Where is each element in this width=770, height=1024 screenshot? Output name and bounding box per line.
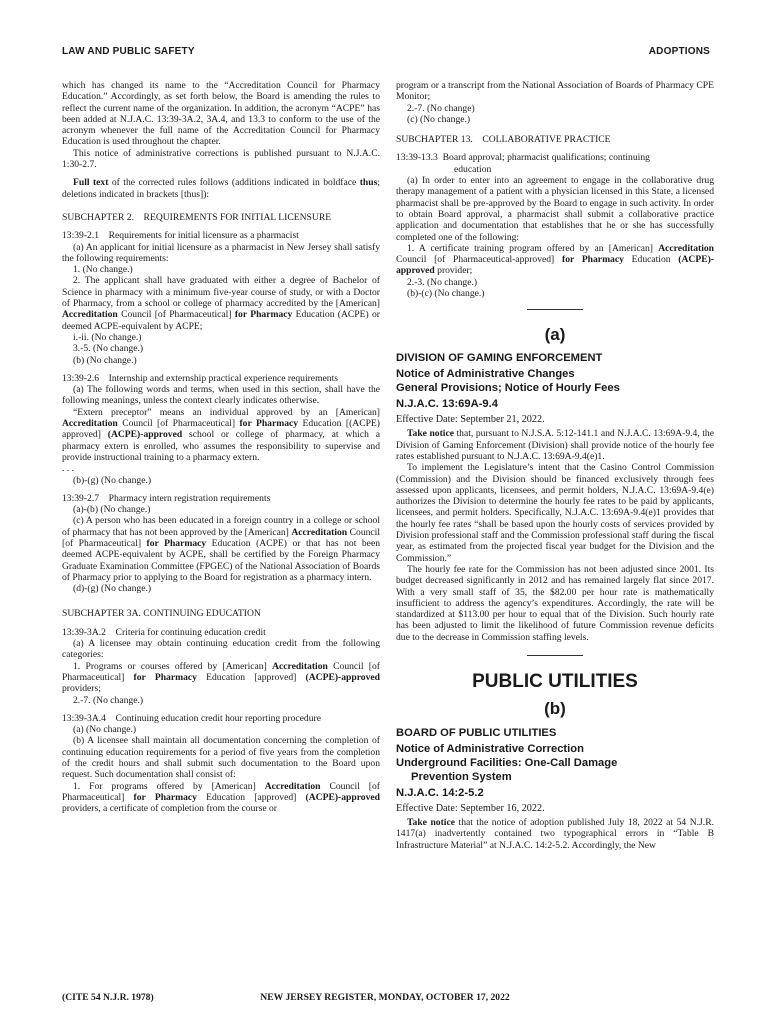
text: “Extern preceptor” means an individual approved by an [American]: [73, 406, 380, 418]
bold-text: (ACPE)-approved: [305, 671, 380, 683]
text: Council [of Pharmaceutical]: [62, 780, 380, 803]
text: provider;: [434, 265, 473, 277]
text: Education [approved]: [196, 791, 306, 803]
section-divider: [527, 655, 583, 656]
definition: [62, 407, 380, 463]
list-item: 1. (No change.): [73, 264, 133, 276]
notice-heading: General Provisions; Notice of Hourly Fees: [396, 382, 620, 395]
list-item: (a) (No change.): [73, 724, 137, 736]
list-item: i.-ii. (No change.): [73, 331, 142, 343]
paragraph: (a) An applicant for initial licensure as a pharmacist in New Jersey shall satisfy the following requirements:: [62, 241, 380, 264]
bold-text: Accreditation: [264, 780, 321, 792]
bold-text: Take notice: [407, 816, 455, 828]
subchapter-heading: SUBCHAPTER 3A. CONTINUING EDUCATION: [62, 608, 261, 620]
list-item: [62, 781, 380, 815]
text: Education (ACPE) or deemed ACPE-equivalent by ACPE;: [62, 309, 380, 332]
section-title: 13:39-3A.2 Criteria for continuing education credit: [62, 626, 266, 638]
bold-text: Accreditation: [62, 418, 118, 430]
text: Council [of Pharmaceutical-approved]: [396, 254, 562, 266]
text: ; deletions indicated in brackets [thus]):: [62, 177, 380, 200]
bold-text: Full text: [73, 177, 109, 189]
paragraph: [396, 428, 714, 462]
paragraph: [396, 817, 714, 851]
bold-text: for Pharmacy: [234, 309, 293, 321]
text: Education [approved]: [196, 671, 306, 683]
bold-text: for Pharmacy: [562, 254, 624, 266]
bold-text: Accreditation: [658, 242, 714, 254]
list-item: (b)-(c) (No change.): [407, 288, 485, 300]
agency-title: PUBLIC UTILITIES: [472, 670, 638, 692]
bold-text: Accreditation: [291, 526, 348, 538]
footer-register: NEW JERSEY REGISTER, MONDAY, OCTOBER 17, 2022: [260, 992, 510, 1003]
division-heading: DIVISION OF GAMING ENFORCEMENT: [396, 352, 603, 365]
text: Council [of Pharmaceutical]: [62, 660, 380, 683]
bold-text: for Pharmacy: [146, 537, 207, 549]
section-title-cont: education: [454, 163, 492, 175]
paragraph: which has changed its name to the “Accreditation Council for Pharmacy Education.” Accordingly, as set forth below, the Board is amending the rules to reflect the current name of the organization. In addition, the acronym “ACPE” has been added at N.J.A.C. 13:39-3A.2, 3A.4, and 13.3 to conform to the use of the acronym whenever the full name of the Accreditation Council for Pharmacy Education is used throughout the chapter.: [62, 80, 380, 148]
text: (c) A person who has been educated in a foreign country in a college or school of pharmacy that has not been approved by the [American]: [62, 515, 380, 538]
text: school or college of pharmacy, at which a pharmacy extern is enrolled, who assumes the responsibility to supervise and provide instructional training to a pharmacy extern.: [62, 429, 380, 463]
left-column: [62, 80, 380, 815]
bold-text: Accreditation: [272, 660, 328, 672]
text: Council [of Pharmaceutical]: [117, 309, 235, 321]
list-item: (c) (No change.): [407, 113, 471, 125]
text: providers;: [62, 683, 101, 695]
ellipsis: . . .: [62, 463, 74, 475]
text: Council [of Pharmaceutical]: [117, 418, 240, 430]
text: Education [(ACPE) approved]: [62, 418, 380, 441]
list-item: (a)-(b) (No change.): [73, 504, 151, 516]
notice-heading: Prevention System: [411, 770, 512, 783]
notice-heading: Underground Facilities: One-Call Damage: [396, 756, 618, 769]
bold-text: (ACPE)-approved: [107, 429, 183, 441]
list-item: (b) (No change.): [73, 354, 137, 366]
text: 2. The applicant shall have graduated with either a degree of Bachelor of Science in pharmacy with a minimum five-year course of study, or with a Doctor of Pharmacy, from a school or college of pharmacy accredited by the [American]: [62, 275, 380, 310]
paragraph: This notice of administrative corrections is published pursuant to N.J.A.C. 1:30-2.7.: [62, 147, 380, 171]
list-item: 3.-5. (No change.): [73, 343, 144, 355]
text: that the notice of adoption published July 18, 2022 at 54 N.J.R. 1417(a) inadvertently contained two typographical errors in “Table B Infrastructure Material” at N.J.A.C. 14:2-5.2. Accordingly, the New: [396, 816, 714, 851]
section-title: 13:39-2.7 Pharmacy intern registration requirements: [62, 492, 271, 504]
full-text-note: [62, 177, 380, 200]
footer-citation: (CITE 54 N.J.R. 1978): [62, 992, 154, 1003]
bold-text: Accreditation: [62, 309, 118, 321]
section-title: 13:39-2.1 Requirements for initial licensure as a pharmacist: [62, 230, 299, 242]
paragraph: (a) A licensee may obtain continuing education credit from the following categories:: [62, 638, 380, 661]
running-header-left: LAW AND PUBLIC SAFETY: [62, 46, 195, 57]
list-item: (d)-(g) (No change.): [73, 583, 152, 595]
paragraph: The hourly fee rate for the Commission has not been adjusted since 2001. Its budget decreased significantly in 2012 and has remained largely flat since 2017. With a very small staff of 35, the $82.00 per hour rate is mathematically insufficient to address the agency’s expenditures. Accordingly, the rate will be standardized at $113.00 per hour to equal that of the Division. Such hourly rate has been adjusted to limit the likelihood of future Commission revenue deficits due to the decrease in Commission staffing levels.: [396, 563, 714, 643]
bold-text: Take notice: [407, 428, 454, 440]
subchapter-heading: SUBCHAPTER 13. COLLABORATIVE PRACTICE: [396, 134, 611, 146]
section-title: 13:39-13.3 Board approval; pharmacist qualifications; continuing: [396, 152, 650, 164]
list-item: (b)-(g) (No change.): [73, 474, 152, 486]
text: of the corrected rules follows (additions indicated in boldface: [108, 177, 360, 189]
paragraph: To implement the Legislature’s intent that the Casino Control Commission (Commission) and the Division should be financed exclusively through fees assessed upon applicants, licensees, and permit holders, N.J.A.C. 13:69A-9.4(e) authorizes the Division to determine the hourly fee rates to be paid by applicants, licensees, and permit holders. Specifically, N.J.A.C. 13:69A-9.4(e)1 provides that the hourly fee rates “shall be based upon the hourly costs of services provided by Division professional staff and the Commission professional staff during the fiscal year, as estimated from the projected fiscal year budget for the Division and the Commission.”: [396, 462, 714, 564]
list-item: 2.-3. (No change.): [407, 276, 478, 288]
notice-heading: Notice of Administrative Correction: [396, 742, 584, 755]
bold-text: thus: [359, 177, 378, 189]
text: 1. Programs or courses offered by [American]: [73, 660, 273, 672]
list-item: [396, 243, 714, 277]
list-item: 2.-7. (No change): [407, 102, 475, 114]
subchapter-heading: SUBCHAPTER 2. REQUIREMENTS FOR INITIAL LICENSURE: [62, 211, 332, 223]
paragraph: (b) A licensee shall maintain all documentation concerning the completion of continuing education requirements for a period of five years from the completion of the credit hours and shall submit such documentation to the Board upon request. Such documentation shall consist of:: [62, 735, 380, 781]
running-header-right: ADOPTIONS: [648, 46, 710, 57]
section-divider: [527, 309, 583, 310]
list-item: [62, 661, 380, 695]
right-column: [396, 80, 714, 851]
citation-heading: N.J.A.C. 14:2-5.2: [396, 786, 484, 799]
text: Education: [623, 254, 679, 266]
text: Education (ACPE) or that has not been deemed ACPE-equivalent by ACPE, shall be certified by the Foreign Pharmacy Graduate Examination Committee (FPGEC) of the National Association of Boards of Pharmacy prior to applying to the Board for registration as a pharmacy intern.: [62, 537, 380, 583]
section-title: 13:39-3A.4 Continuing education credit hour reporting procedure: [62, 712, 321, 724]
list-item: 2.-7. (No change.): [73, 694, 144, 706]
text: 1. For programs offered by [American]: [73, 780, 265, 792]
text: providers, a certificate of completion from the course or: [62, 803, 277, 815]
notice-heading: Notice of Administrative Changes: [396, 368, 575, 381]
bold-text: (ACPE)-approved: [396, 254, 714, 277]
effective-date: Effective Date: September 21, 2022.: [396, 414, 545, 426]
notice-tag-a: (a): [544, 325, 566, 345]
bold-text: for Pharmacy: [133, 791, 197, 803]
text: Council [of Pharmaceutical]: [62, 526, 380, 549]
text: 1. A certificate training program offered by an [American]: [407, 242, 659, 254]
bold-text: (ACPE)-approved: [305, 791, 380, 803]
paragraph: (a) The following words and terms, when used in this section, shall have the following meanings, unless the context clearly indicates otherwise.: [62, 384, 380, 407]
paragraph: (a) In order to enter into an agreement to engage in the collaborative drug therapy management of a patient with a physician licensed in this State, a licensed pharmacist shall be pre-approved by the Board to engage in such activity. In order to obtain Board approval, a pharmacist shall submit a collaborative practice application and documentation that establishes that he or she has successfully completed one of the following:: [396, 175, 714, 243]
paragraph: program or a transcript from the National Association of Boards of Pharmacy CPE Monitor;: [396, 80, 714, 103]
section-title: 13:39-2.6 Internship and externship practical experience requirements: [62, 372, 338, 384]
bold-text: for Pharmacy: [133, 671, 197, 683]
bold-text: for Pharmacy: [239, 418, 299, 430]
paragraph: [62, 515, 380, 583]
notice-tag-b: (b): [544, 698, 566, 718]
list-item: [62, 275, 380, 331]
effective-date: Effective Date: September 16, 2022.: [396, 802, 545, 814]
division-heading: BOARD OF PUBLIC UTILITIES: [396, 726, 557, 739]
text: that, pursuant to N.J.S.A. 5:12-141.1 and N.J.A.C. 13:69A-9.4, the Division of Gaming Enforcement (Division) shall provide notice of the hourly fee rates established pursuant to N.J.A.C. 13:69A-9.4(e)1.: [396, 428, 714, 462]
citation-heading: N.J.A.C. 13:69A-9.4: [396, 398, 498, 411]
